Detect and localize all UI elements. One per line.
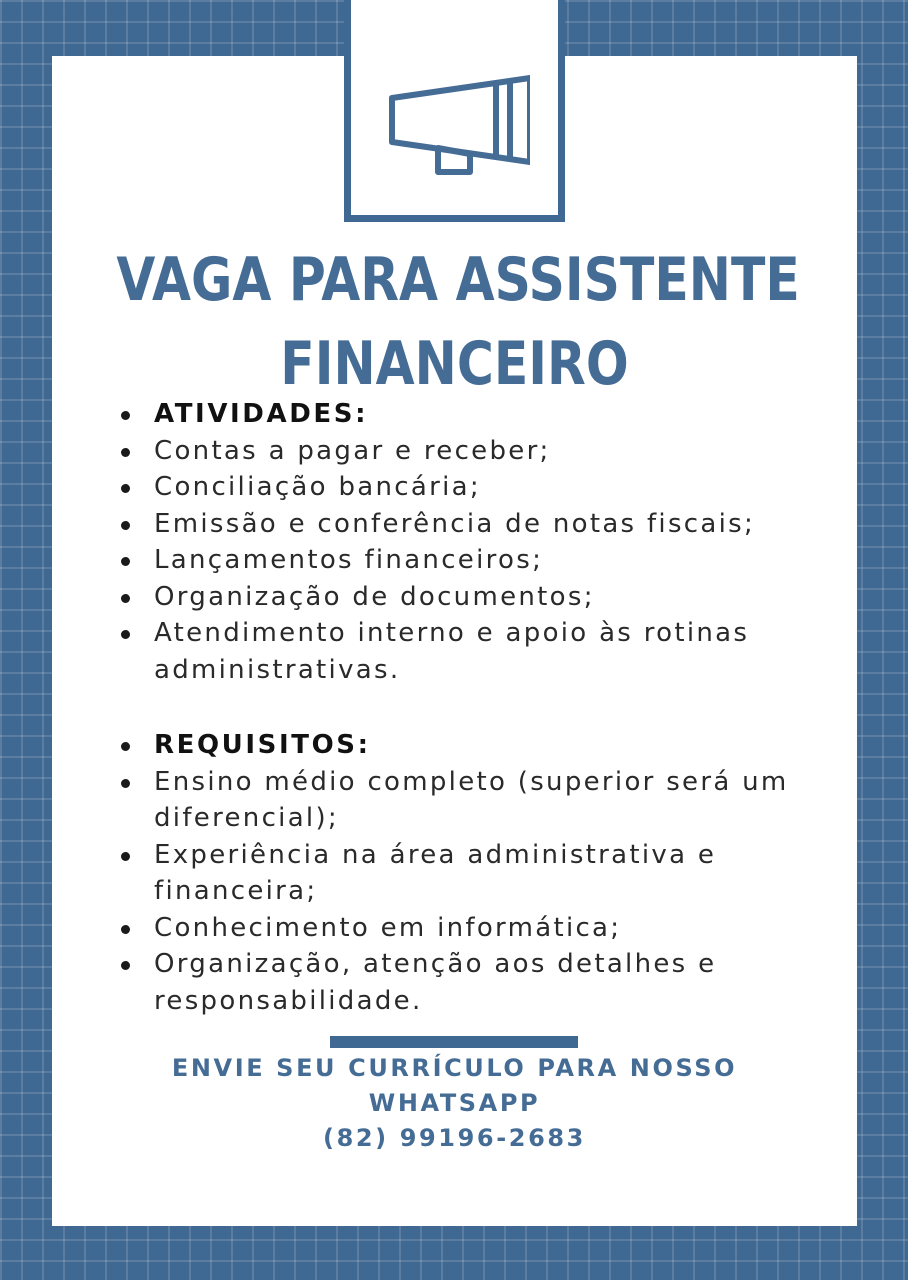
list-item: Atendimento interno e apoio às rotinas administrativas. (110, 615, 830, 688)
megaphone-icon (380, 70, 530, 180)
list-item: Emissão e conferência de notas fiscais; (110, 506, 830, 543)
list-item: Organização, atenção aos detalhes e responsabilidade. (110, 946, 830, 1019)
list-item: Conhecimento em informática; (110, 910, 830, 947)
cta-line-1: ENVIE SEU CURRÍCULO PARA NOSSO (171, 1054, 738, 1082)
activities-heading: ATIVIDADES: (110, 396, 830, 433)
cta-line-2: WHATSAPP (368, 1089, 541, 1117)
title-line-1: VAGA PARA ASSISTENTE (116, 245, 800, 315)
list-item: Contas a pagar e receber; (110, 433, 830, 470)
list-item: Ensino médio completo (superior será um diferencial); (110, 764, 830, 837)
requirements-list (110, 727, 830, 1019)
list-item: Lançamentos financeiros; (110, 542, 830, 579)
activities-list (110, 396, 830, 688)
title-line-2: FINANCEIRO (280, 329, 629, 399)
divider (330, 1036, 578, 1048)
icon-frame (344, 0, 565, 222)
list-item: Organização de documentos; (110, 579, 830, 616)
list-item: Experiência na área administrativa e financeira; (110, 837, 830, 910)
whatsapp-phone: (82) 99196-2683 (323, 1124, 586, 1152)
requirements-heading: REQUISITOS: (110, 727, 830, 764)
page-title (116, 238, 800, 406)
list-item: Conciliação bancária; (110, 469, 830, 506)
